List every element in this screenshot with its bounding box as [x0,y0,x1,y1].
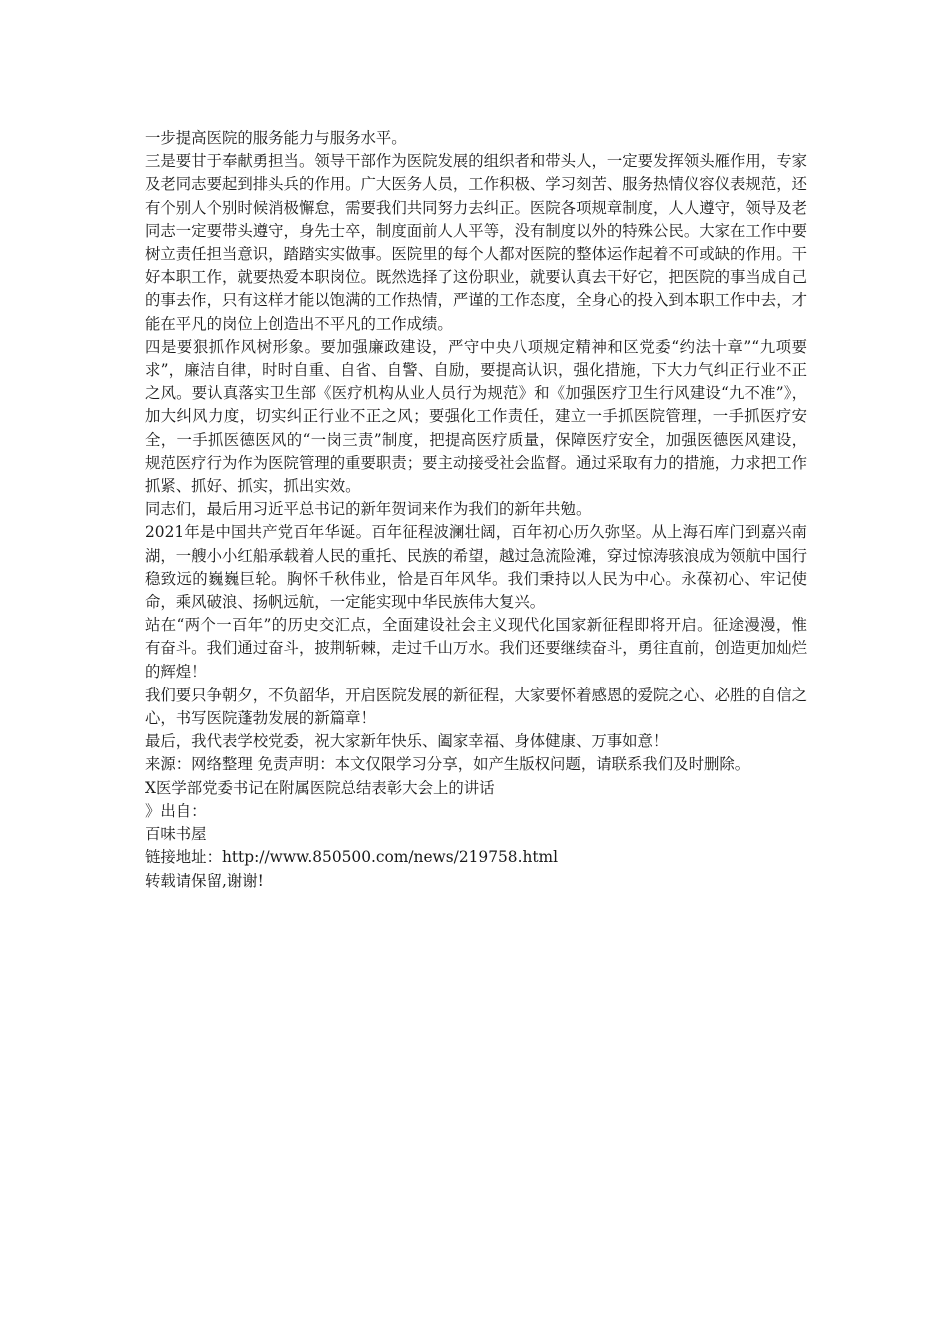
article-title-line: X医学部党委书记在附属医院总结表彰大会上的讲话 [145,778,495,797]
source-label: 》出自： [145,801,207,820]
paragraph-4: 同志们，最后用习近平总书记的新年贺词来作为我们的新年共勉。 [145,500,592,519]
paragraph-2: 三是要甘于奉献勇担当。领导干部作为医院发展的组织者和带头人，一定要发挥领头雁作用，专家及老同志要起到排头兵的作用。广大医务人员，工作积极、学习刻苦、服务热情仪容仪表规范，还有个别人个别时候消极懈怠，需要我们共同努力去纠正。医院各项规章制度，人人遵守，领导及老同志一定要带头遵守，身先士卒，制度面前人人平等，没有制度以外的特殊公民。大家在工作中要树立责任担当意识，踏踏实实做事。医院里的每个人都对医院的整体运作起着不可或缺的作用。干好本职工作，就要热爱本职岗位。既然选择了这份职业，就要认真去干好它，把医院的事当成自己的事去作，只有这样才能以饱满的工作热情，严谨的工作态度，全身心的投入到本职工作中去，才能在平凡的岗位上创造出不平凡的工作成绩。 [145,152,807,333]
paragraph-3: 四是要狠抓作风树形象。要加强廉政建设，严守中央八项规定精神和区党委“约法十章”“九项要求”，廉洁自律，时时自重、自省、自警、自励，要提高认识，强化措施，下大力气纠正行业不正之风。要认真落实卫生部《医疗机构从业人员行为规范》和《加强医疗卫生行风建设“九不准”》，加大纠风力度，切实纠正行业不正之风；要强化工作责任，建立一手抓医院管理，一手抓医疗安全，一手抓医德医风的“一岗三责”制度，把提高医疗质量，保障医疗安全，加强医德医风建设，规范医疗行为作为医院管理的重要职责；要主动接受社会监督。通过采取有力的措施，力求把工作抓紧、抓好、抓实，抓出实效。 [145,337,807,496]
site-name: 百味书屋 [145,825,207,844]
paragraph-5: 2021年是中国共产党百年华诞。百年征程波澜壮阔，百年初心历久弥坚。从上海石库门到嘉兴南湖，一艘小小红船承载着人民的重托、民族的希望，越过急流险滩，穿过惊涛骇浪成为领航中国行稳致远的巍巍巨轮。胸怀千秋伟业，恰是百年风华。我们秉持以人民为中心。永葆初心、牢记使命，乘风破浪、扬帆远航，一定能实现中华民族伟大复兴。 [145,523,807,612]
disclaimer: 来源：网络整理 免责声明：本文仅限学习分享，如产生版权问题，请联系我们及时删除。 [145,755,751,774]
repost-note: 转载请保留,谢谢! [145,871,264,890]
paragraph-8: 最后，我代表学校党委，祝大家新年快乐、阖家幸福、身体健康、万事如意！ [145,732,669,751]
paragraph-6: 站在“两个一百年”的历史交汇点，全面建设社会主义现代化国家新征程即将开启。征途漫漫，惟有奋斗。我们通过奋斗，披荆斩棘，走过千山万水。我们还要继续奋斗，勇往直前，创造更加灿烂的辉煌！ [145,616,807,681]
document-body [145,127,807,893]
link-address: 链接地址：http://www.850500.com/news/219758.html [145,848,559,867]
paragraph-7: 我们要只争朝夕，不负韶华，开启医院发展的新征程，大家要怀着感恩的爱院之心、必胜的自信之心，书写医院蓬勃发展的新篇章！ [145,685,807,728]
paragraph-1: 一步提高医院的服务能力与服务水平。 [145,129,407,147]
